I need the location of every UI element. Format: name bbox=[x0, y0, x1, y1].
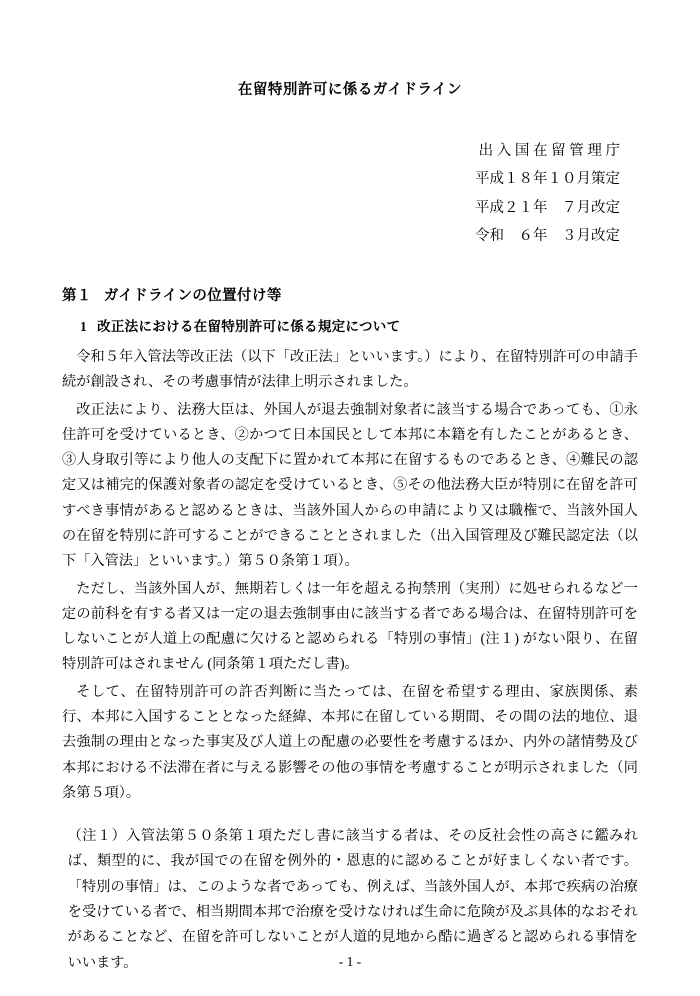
section-heading-1 bbox=[62, 284, 638, 305]
paragraph: そして、在留特別許可の許否判断に当たっては、在留を希望する理由、家族関係、素行、本邦に入国することとなった経緯、本邦に在留している期間、その間の法的地位、退去強制の理由となった事実及び人道上の配慮の必要性を考慮するほか、内外の諸情勢及び本邦における不法滞在者に与える影響その他の事情を考慮することが明示されました（同条第５項）。 bbox=[62, 683, 638, 801]
page-title: 在留特別許可に係るガイドライン bbox=[237, 82, 463, 98]
issuer-line-revised-2024: 令和 ６年 ３月改定 bbox=[475, 227, 620, 244]
issuer-line-established: 平成１８年１０月策定 bbox=[475, 171, 620, 188]
page-number: - 1 - bbox=[338, 954, 362, 969]
subsection-heading-1-number: 1 bbox=[80, 319, 88, 335]
issuer-line-agency: 出 入 国 在 留 管 理 庁 bbox=[478, 143, 620, 159]
subsection-heading-1-title: 改正法における在留特別許可に係る規定について bbox=[97, 319, 401, 335]
paragraph: 令和５年入管法等改正法（以下「改正法」といいます。）により、在留特別許可の申請手続が創設され、その考慮事情が法律上明示されました。 bbox=[62, 349, 638, 391]
section-heading-1-title: ガイドラインの位置付け等 bbox=[103, 288, 282, 305]
issuer-block bbox=[62, 137, 620, 250]
body-text bbox=[62, 345, 638, 976]
footnote-1: （注１）入管法第５０条第１項ただし書に該当する者は、その反社会性の高さに鑑みれば、類型的に、我が国での在留を例外的・恩恵的に認めることが好ましくない者です。「特別の事情」は、このような者であっても、例えば、当該外国人が、本邦で疾病の治療を受けている者で、相当期間本邦で治療を受けなければ生命に危険が及ぶ具体的なおそれがあることなど、在留を許可しないことが人道的見地から酷に過ぎると認められる事情をいいます。 bbox=[67, 828, 638, 971]
paragraph: 改正法により、法務大臣は、外国人が退去強制対象者に該当する場合であっても、①永住許可を受けているとき、②かつて日本国民として本邦に本籍を有したことがあるとき、③人身取引等により他人の支配下に置かれて本邦に在留するものであるとき、④難民の認定又は補完的保護対象者の認定を受けているとき、⑤その他法務大臣が特別に在留を許可すべき事情があると認めるときは、当該外国人からの申請により又は職権で、当該外国人の在留を特別に許可することができることとされました（出入国管理及び難民認定法（以下「入管法」といいます。）第５０条第１項）。 bbox=[62, 401, 638, 570]
issuer-line-revised-2009: 平成２１年 ７月改定 bbox=[475, 199, 620, 216]
section-heading-1-number: 第１ bbox=[62, 288, 92, 305]
paragraph: ただし、当該外国人が、無期若しくは一年を超える拘禁刑（実刑）に処せられるなど一定の前科を有する者又は一定の退去強制事由に該当する者である場合は、在留特別許可をしないことが人道上の配慮に欠けると認められる「特別の事情」(注１) がない限り、在留特別許可はされません (同条第１項ただし書)。 bbox=[62, 580, 638, 673]
subsection-heading-1 bbox=[62, 315, 638, 335]
